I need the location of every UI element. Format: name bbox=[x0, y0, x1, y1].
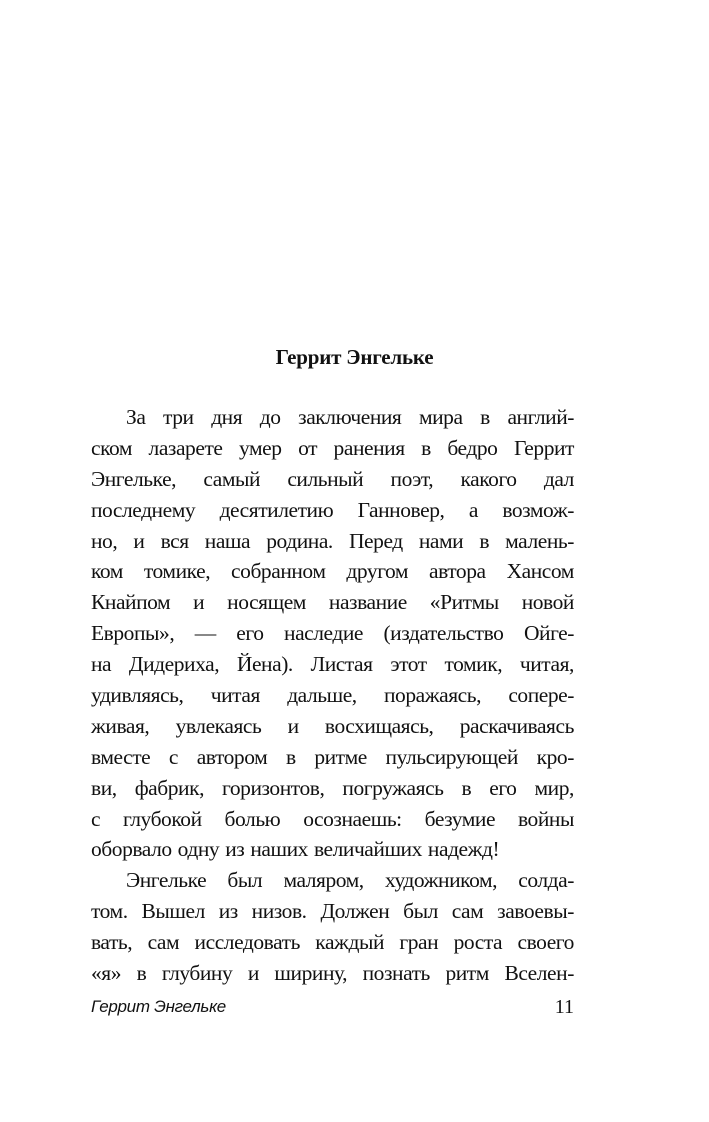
word: (издательство bbox=[383, 621, 504, 646]
word: познать bbox=[362, 961, 430, 986]
text-line bbox=[91, 773, 574, 804]
word: ком bbox=[91, 559, 123, 584]
word: был bbox=[227, 868, 263, 893]
word: живая, bbox=[91, 713, 150, 738]
word: фабрик, bbox=[134, 775, 205, 800]
word: и bbox=[193, 590, 205, 615]
word: восхищаясь, bbox=[324, 713, 434, 738]
word: ритме bbox=[314, 744, 367, 769]
word: читая bbox=[210, 683, 260, 708]
word: а bbox=[468, 497, 478, 522]
word: «Ритмы bbox=[429, 590, 499, 615]
word: мир, bbox=[534, 775, 574, 800]
word: художником, bbox=[384, 868, 498, 893]
word: вместе bbox=[91, 744, 151, 769]
word: дал bbox=[543, 466, 574, 491]
word: какого bbox=[460, 466, 517, 491]
text-line bbox=[91, 587, 574, 618]
word: сопере- bbox=[508, 683, 574, 708]
text-line bbox=[91, 742, 574, 773]
word: завоевы- bbox=[497, 899, 574, 924]
word: читая, bbox=[519, 652, 574, 677]
word: заключения bbox=[298, 405, 402, 429]
word: томике, bbox=[143, 559, 211, 584]
word: наша bbox=[204, 528, 251, 553]
text-line bbox=[91, 495, 574, 526]
text-line bbox=[91, 865, 574, 896]
word: в bbox=[136, 961, 147, 986]
word: маляром, bbox=[283, 868, 364, 893]
word: ритм bbox=[445, 961, 489, 986]
word: Европы», bbox=[91, 621, 175, 646]
word: и bbox=[133, 528, 145, 553]
word: Вселен- bbox=[504, 961, 574, 986]
word: три bbox=[163, 405, 194, 429]
word: Энгельке, bbox=[91, 466, 177, 491]
word: ширину, bbox=[274, 961, 348, 986]
page-number: 11 bbox=[554, 995, 574, 1018]
word: солда- bbox=[518, 868, 574, 893]
body-text bbox=[91, 402, 574, 989]
text-line bbox=[91, 958, 574, 989]
page-footer bbox=[91, 993, 574, 1021]
word: глубину bbox=[161, 961, 233, 986]
word: нами bbox=[418, 528, 464, 553]
word: войны bbox=[518, 806, 574, 831]
word: Кнайпом bbox=[91, 590, 171, 615]
word: самый bbox=[203, 466, 261, 491]
word: новой bbox=[521, 590, 574, 615]
text-line bbox=[91, 804, 574, 835]
word: от bbox=[298, 435, 318, 460]
text-line bbox=[91, 834, 574, 865]
word: раскачиваясь bbox=[459, 713, 574, 738]
word: собранном bbox=[231, 559, 326, 584]
text-line bbox=[91, 711, 574, 742]
word: погружаясь bbox=[342, 775, 444, 800]
word: ви, bbox=[91, 775, 117, 800]
word: пульсирующей bbox=[385, 744, 518, 769]
word: этот bbox=[390, 652, 427, 677]
word: Листая bbox=[310, 652, 373, 677]
word: глубокой bbox=[123, 806, 202, 831]
word: лазарете bbox=[148, 435, 223, 460]
word: гран bbox=[399, 930, 439, 955]
word: — bbox=[194, 621, 216, 646]
word: из bbox=[218, 899, 238, 924]
word: «я» bbox=[91, 961, 122, 986]
word: в bbox=[285, 744, 296, 769]
word: был bbox=[403, 899, 438, 924]
word: увлекаясь bbox=[175, 713, 262, 738]
word: кро- bbox=[536, 744, 574, 769]
word: осознаешь: bbox=[303, 806, 402, 831]
word: в bbox=[480, 405, 490, 429]
word: одну bbox=[177, 837, 220, 862]
word: но, bbox=[91, 528, 118, 553]
word: дня bbox=[211, 405, 243, 429]
word: последнему bbox=[91, 497, 196, 522]
word: Ойге- bbox=[523, 621, 574, 646]
word: оборвало bbox=[91, 837, 172, 862]
word: Энгельке bbox=[126, 868, 207, 893]
word: исследовать bbox=[194, 930, 300, 955]
word: малень- bbox=[505, 528, 574, 553]
word: с bbox=[168, 744, 179, 769]
word: томик, bbox=[444, 652, 503, 677]
word: в bbox=[421, 435, 431, 460]
word: ском bbox=[91, 435, 133, 460]
word: величайших bbox=[313, 837, 422, 862]
word: на bbox=[91, 652, 112, 677]
word: дальше, bbox=[287, 683, 357, 708]
text-line bbox=[91, 927, 574, 958]
word: англий- bbox=[507, 405, 574, 429]
word: поэт, bbox=[390, 466, 434, 491]
word: поражаясь, bbox=[384, 683, 482, 708]
word: автора bbox=[429, 559, 486, 584]
word: Йена). bbox=[236, 652, 293, 677]
word: вся bbox=[160, 528, 189, 553]
word: наследие bbox=[284, 621, 363, 646]
word: название bbox=[328, 590, 407, 615]
word: роста bbox=[453, 930, 503, 955]
word: своего bbox=[517, 930, 574, 955]
word: автором bbox=[196, 744, 268, 769]
word: Геррит bbox=[513, 435, 574, 460]
word: возмож- bbox=[502, 497, 574, 522]
chapter-heading: Геррит Энгельке bbox=[275, 345, 434, 369]
word: сам bbox=[147, 930, 180, 955]
word: другом bbox=[346, 559, 409, 584]
word: ранения bbox=[333, 435, 405, 460]
text-line bbox=[91, 556, 574, 587]
word: Должен bbox=[320, 899, 390, 924]
word: его bbox=[489, 775, 517, 800]
word: его bbox=[236, 621, 264, 646]
word: вать, bbox=[91, 930, 133, 955]
word: безумие bbox=[424, 806, 496, 831]
word: Дидериха, bbox=[128, 652, 220, 677]
word: сам bbox=[451, 899, 484, 924]
word: наших bbox=[250, 837, 308, 862]
text-line bbox=[91, 526, 574, 557]
word: родина. bbox=[266, 528, 333, 553]
word: Перед bbox=[348, 528, 403, 553]
text-line bbox=[91, 464, 574, 495]
word: удивляясь, bbox=[91, 683, 184, 708]
word: и bbox=[247, 961, 259, 986]
word: Ганновер, bbox=[357, 497, 445, 522]
word: бедро bbox=[447, 435, 498, 460]
text-line bbox=[91, 402, 574, 433]
text-line bbox=[91, 649, 574, 680]
word: и bbox=[287, 713, 299, 738]
text-line bbox=[91, 680, 574, 711]
word: том. bbox=[91, 899, 128, 924]
word: каждый bbox=[315, 930, 385, 955]
word: в bbox=[479, 528, 490, 553]
word: надежд! bbox=[427, 837, 500, 862]
word: сильный bbox=[287, 466, 364, 491]
running-title: Геррит Энгельке bbox=[91, 997, 226, 1016]
word: Хансом bbox=[506, 559, 574, 584]
word: в bbox=[461, 775, 472, 800]
text-line bbox=[91, 896, 574, 927]
word: умер bbox=[239, 435, 282, 460]
word: болью bbox=[224, 806, 281, 831]
word: с bbox=[91, 806, 101, 831]
word: За bbox=[126, 405, 146, 429]
word: носящем bbox=[227, 590, 306, 615]
word: из bbox=[225, 837, 245, 862]
word: десятилетию bbox=[219, 497, 334, 522]
word: мира bbox=[418, 405, 463, 429]
word: Вышел bbox=[141, 899, 205, 924]
text-line bbox=[91, 433, 574, 464]
word: низов. bbox=[251, 899, 307, 924]
word: до bbox=[259, 405, 281, 429]
word: горизонтов, bbox=[222, 775, 325, 800]
text-line bbox=[91, 618, 574, 649]
